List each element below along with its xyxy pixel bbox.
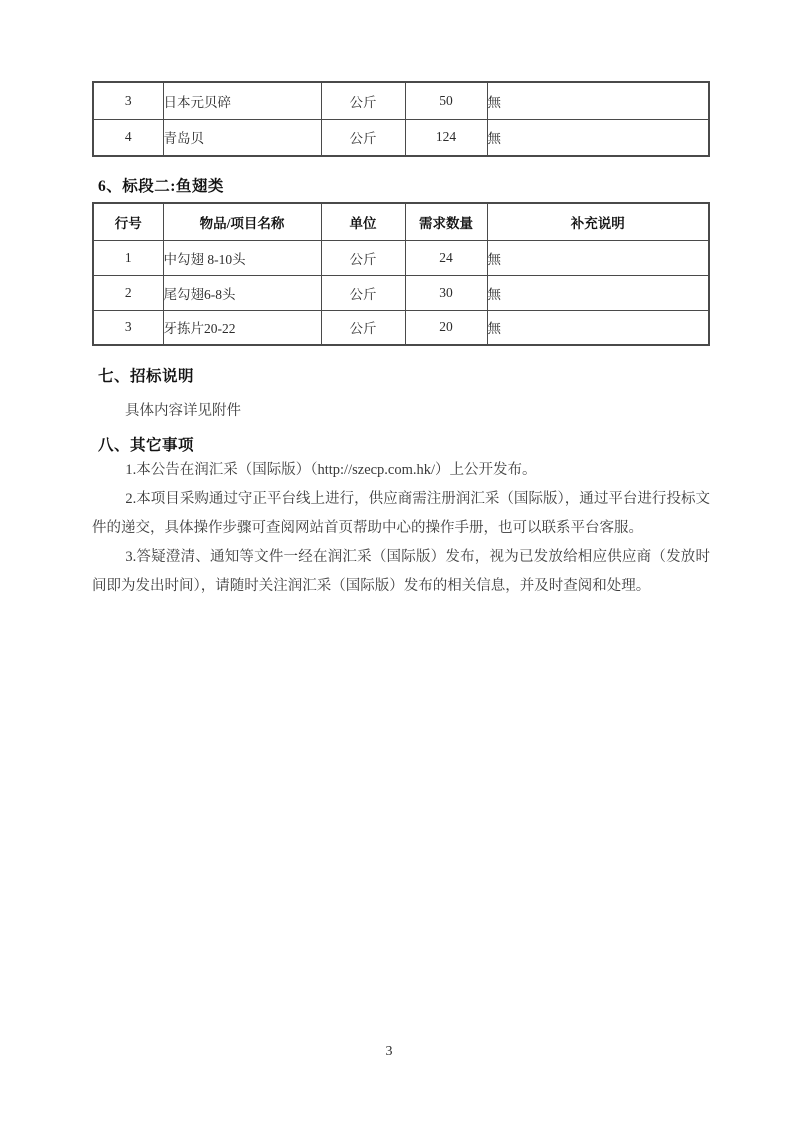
cell-item-name: 日本元贝碎 bbox=[163, 82, 321, 119]
cell-item-name: 青岛贝 bbox=[163, 119, 321, 156]
cell-unit: 公斤 bbox=[321, 119, 405, 156]
cell-unit: 公斤 bbox=[321, 82, 405, 119]
cell-note: 無 bbox=[487, 240, 709, 275]
cell-row-number: 3 bbox=[93, 310, 163, 345]
paragraph-clarification: 3.答疑澄清、通知等文件一经在润汇采（国际版）发布，视为已发放给相应供应商（发放时间即为发出时间），请随时关注润汇采（国际版）发布的相关信息，并及时查阅和处理。 bbox=[92, 549, 710, 594]
cell-note: 無 bbox=[487, 310, 709, 345]
paragraph-announcement: 1.本公告在润汇采（国际版）（http://szecp.com.hk/）上公开发布。 bbox=[125, 462, 537, 478]
cell-item-name: 牙拣片20-22 bbox=[163, 310, 321, 345]
header-note: 补充说明 bbox=[487, 203, 709, 240]
lot2-items-table bbox=[92, 202, 710, 346]
lot2-table-section bbox=[92, 202, 710, 346]
header-item-name: 物品/项目名称 bbox=[163, 203, 321, 240]
table-row bbox=[93, 240, 709, 275]
cell-quantity: 50 bbox=[405, 82, 487, 119]
lot1-table-section bbox=[92, 81, 710, 157]
header-unit: 单位 bbox=[321, 203, 405, 240]
cell-item-name: 尾勾翅6-8头 bbox=[163, 275, 321, 310]
section8-paragraphs bbox=[92, 456, 710, 601]
cell-quantity: 24 bbox=[405, 240, 487, 275]
table-row bbox=[93, 310, 709, 345]
section7-heading: 七、招标说明 bbox=[98, 368, 195, 385]
cell-item-name: 中勾翅 8-10头 bbox=[163, 240, 321, 275]
section7-body: 具体内容详见附件 bbox=[125, 403, 241, 419]
table-row bbox=[93, 275, 709, 310]
page-number: 3 bbox=[385, 1044, 393, 1059]
cell-quantity: 30 bbox=[405, 275, 487, 310]
cell-note: 無 bbox=[487, 275, 709, 310]
section8-heading: 八、其它事项 bbox=[98, 437, 195, 454]
section6-heading: 6、标段二:鱼翅类 bbox=[98, 178, 224, 195]
table-header-row bbox=[93, 203, 709, 240]
cell-note: 無 bbox=[487, 82, 709, 119]
cell-row-number: 4 bbox=[93, 119, 163, 156]
header-row-number: 行号 bbox=[93, 203, 163, 240]
paragraph-platform: 2.本项目采购通过守正平台线上进行，供应商需注册润汇采（国际版），通过平台进行投标文件的递交，具体操作步骤可查阅网站首页帮助中心的操作手册，也可以联系平台客服。 bbox=[92, 491, 710, 536]
cell-note: 無 bbox=[487, 119, 709, 156]
cell-unit: 公斤 bbox=[321, 310, 405, 345]
cell-quantity: 124 bbox=[405, 119, 487, 156]
header-quantity: 需求数量 bbox=[405, 203, 487, 240]
cell-row-number: 3 bbox=[93, 82, 163, 119]
cell-row-number: 1 bbox=[93, 240, 163, 275]
table-row bbox=[93, 82, 709, 119]
cell-unit: 公斤 bbox=[321, 240, 405, 275]
cell-quantity: 20 bbox=[405, 310, 487, 345]
cell-unit: 公斤 bbox=[321, 275, 405, 310]
table-row bbox=[93, 119, 709, 156]
cell-row-number: 2 bbox=[93, 275, 163, 310]
lot1-items-table bbox=[92, 81, 710, 157]
